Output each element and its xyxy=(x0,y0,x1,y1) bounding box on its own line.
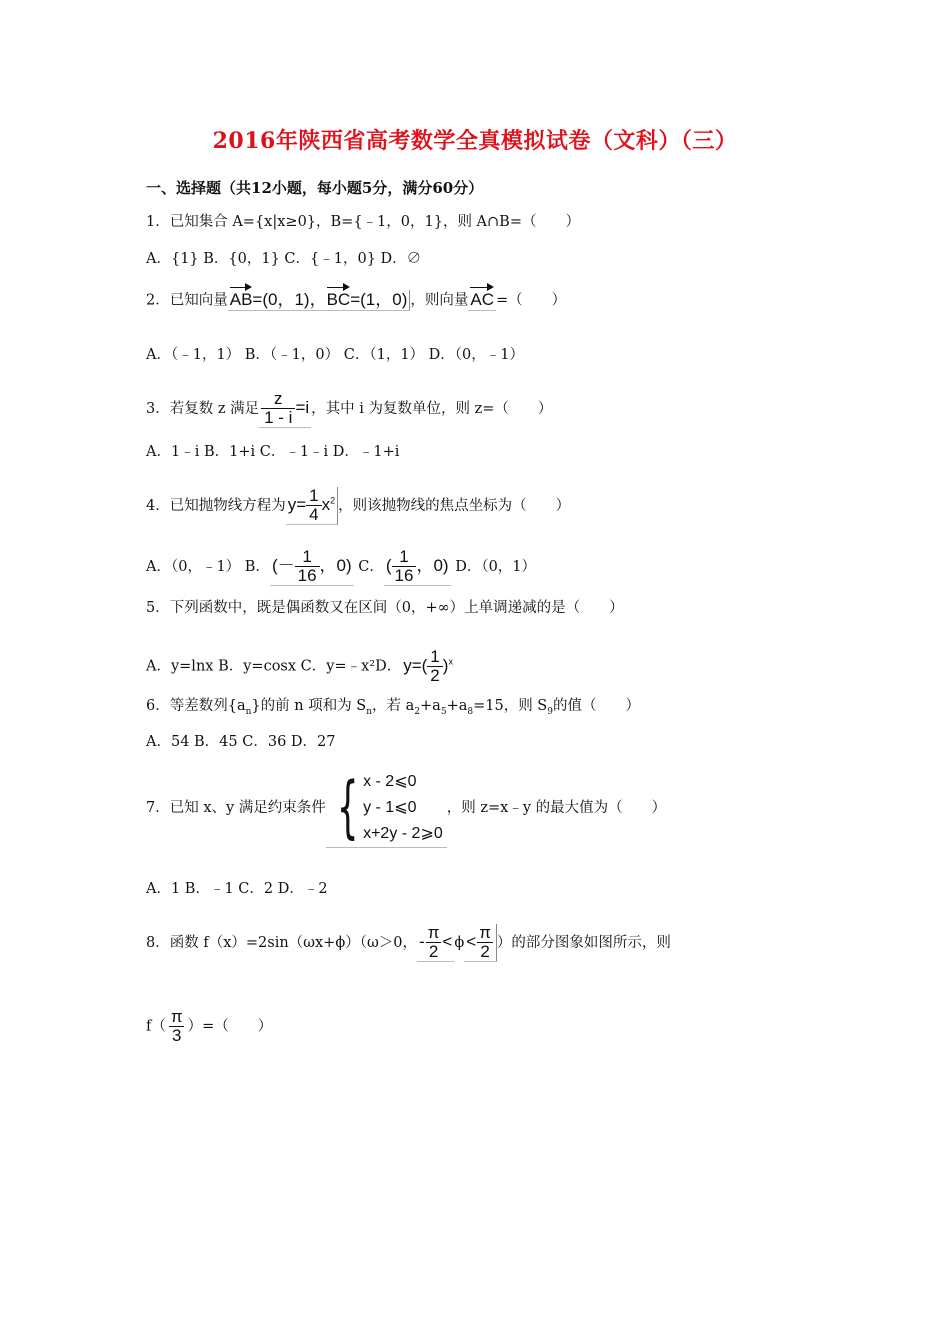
vector-bc: BC xyxy=(326,290,351,309)
q4-prefix: 4．已知抛物线方程为 xyxy=(146,498,286,514)
vector-bc-value: =(1，0) xyxy=(350,290,408,309)
numerator: 1 xyxy=(399,547,409,566)
option-c-image xyxy=(384,548,451,586)
question-6 xyxy=(146,696,640,722)
question-1: 1．已知集合 A={x|x≥0}，B={﹣1，0，1}，则 A∩B=（ ） xyxy=(146,214,580,230)
c-right: ，0) xyxy=(416,555,449,575)
c-left: ( xyxy=(385,555,392,575)
question-5: 5．下列函数中，既是偶函数又在区间（0，+∞）上单调递减的是（ ） xyxy=(146,600,624,616)
q4-suffix: ，则该抛物线的焦点坐标为（ ） xyxy=(338,498,571,514)
equals-i: =i xyxy=(295,397,310,417)
q7-prefix: 7．已知 x、y 满足约束条件 xyxy=(146,800,326,816)
s2: n xyxy=(366,706,373,717)
constraint-2: y - 1⩽0 xyxy=(363,798,417,816)
phi-left-image xyxy=(417,924,454,962)
vector-ac: AC xyxy=(470,290,495,309)
q7-suffix: ，则 z=x﹣y 的最大值为（ ） xyxy=(446,800,667,816)
question-4-options xyxy=(146,548,536,586)
denominator: 1 - i xyxy=(261,408,295,427)
b-left: (－ xyxy=(271,555,295,575)
question-3 xyxy=(146,390,552,428)
vector-ab: AB xyxy=(229,290,253,309)
left-brace-icon: { xyxy=(336,767,359,847)
question-4 xyxy=(146,487,570,525)
option-b-image xyxy=(270,548,354,586)
lt: < xyxy=(442,931,453,951)
q8-prefix: 8．函数 f（x）=2sin（ωx+ϕ）（ω＞0， xyxy=(146,935,418,951)
fraction xyxy=(261,390,295,427)
s6: 9 xyxy=(547,706,553,717)
vector-ab-value: =(0，1)， xyxy=(252,290,327,309)
denominator: 2 xyxy=(477,942,492,961)
s3: 2 xyxy=(414,706,421,717)
q8-suffix: ）的部分图象如图所示，则 xyxy=(496,935,671,951)
options-text: A．y=lnx B．y=cosx C．y=﹣x²D． xyxy=(146,658,402,675)
option-d-image xyxy=(401,648,455,685)
b-right: ，0) xyxy=(319,555,352,575)
vector-equation xyxy=(228,290,411,311)
q2-suffix: =（ ） xyxy=(496,292,567,309)
question-7-options: A．1 B．﹣1 C．2 D．﹣2 xyxy=(146,881,328,897)
question-7 xyxy=(146,768,666,848)
fraction xyxy=(476,924,494,961)
t4: +a xyxy=(420,698,441,714)
question-2 xyxy=(146,290,566,311)
constraint-system xyxy=(326,769,447,848)
exponent: 2 xyxy=(330,495,336,506)
constraint-1: x - 2⩽0 xyxy=(363,772,417,790)
lt: < xyxy=(466,931,477,951)
denominator: 3 xyxy=(169,1026,184,1045)
variable: x xyxy=(321,494,331,514)
exam-title: 2016年陕西省高考数学全真模拟试卷（文科）（三） xyxy=(212,128,738,154)
denominator: 16 xyxy=(295,566,320,585)
question-2-options: A．（﹣1，1） B．（﹣1，0） C．（1，1） D．（0，﹣1） xyxy=(146,347,524,363)
neg: - xyxy=(419,931,425,951)
s5: 8 xyxy=(467,706,474,717)
fraction xyxy=(425,924,443,961)
denominator: 2 xyxy=(426,942,441,961)
t1: 6．等差数列{a xyxy=(146,698,246,714)
complex-equation xyxy=(259,390,311,428)
denominator: 2 xyxy=(427,666,442,685)
question-8 xyxy=(146,924,671,962)
d-lhs: y=( xyxy=(403,655,428,675)
q2-middle: ，则向量 xyxy=(410,292,469,309)
t3: ，若 a xyxy=(372,698,415,714)
phi: ϕ xyxy=(454,935,465,951)
numerator: π xyxy=(170,1007,183,1026)
phi-right-image xyxy=(464,924,497,962)
option-a: A．（0，﹣1） B． xyxy=(146,559,270,575)
question-6-options: A．54 B．45 C．36 D．27 xyxy=(146,734,336,750)
denominator: 4 xyxy=(306,505,321,524)
section-heading: 一、选择题（共12小题，每小题5分，满分60分） xyxy=(146,179,484,197)
fraction xyxy=(392,548,417,585)
s1: n xyxy=(245,706,252,717)
pi-third-image xyxy=(166,1008,188,1045)
f-prefix: f（ xyxy=(146,1018,166,1035)
t2: }的前 n 项和为 S xyxy=(251,698,367,714)
d-right: ) xyxy=(442,655,449,675)
question-1-options: A．{1} B．{0，1} C．{﹣1，0} D．∅ xyxy=(146,251,422,267)
option-d: D．（0，1） xyxy=(450,559,537,575)
constraint-3: x+2y - 2⩾0 xyxy=(363,824,443,842)
q3-suffix: ，其中 i 为复数单位，则 z=（ ） xyxy=(311,401,553,417)
fraction xyxy=(168,1008,186,1045)
s4: 5 xyxy=(440,706,447,717)
t7: 的值（ ） xyxy=(552,698,640,714)
q3-prefix: 3．若复数 z 满足 xyxy=(146,401,260,417)
question-3-options: A．1﹣i B．1+i C．﹣1﹣i D．﹣1+i xyxy=(146,444,400,460)
t6: =15，则 S xyxy=(473,698,548,714)
numerator: 1 xyxy=(309,486,319,505)
numerator: 1 xyxy=(302,547,312,566)
fraction xyxy=(427,648,442,685)
option-c-label: C． xyxy=(353,559,384,575)
fraction xyxy=(295,548,320,585)
numerator: π xyxy=(427,923,440,942)
fraction xyxy=(306,487,321,524)
lhs: y= xyxy=(287,494,307,514)
exponent: x xyxy=(448,656,453,667)
denominator: 16 xyxy=(392,566,417,585)
t5: +a xyxy=(446,698,468,714)
question-8-ask xyxy=(146,1008,272,1045)
parabola-equation xyxy=(286,487,338,525)
numerator: 1 xyxy=(430,647,440,666)
f-suffix: ）=（ ） xyxy=(187,1018,273,1035)
numerator: z xyxy=(274,389,283,408)
vector-ac-image xyxy=(468,290,496,311)
constraints xyxy=(363,769,443,847)
question-5-options xyxy=(146,648,455,685)
q2-prefix: 2．已知向量 xyxy=(146,292,228,309)
numerator: π xyxy=(479,923,491,942)
